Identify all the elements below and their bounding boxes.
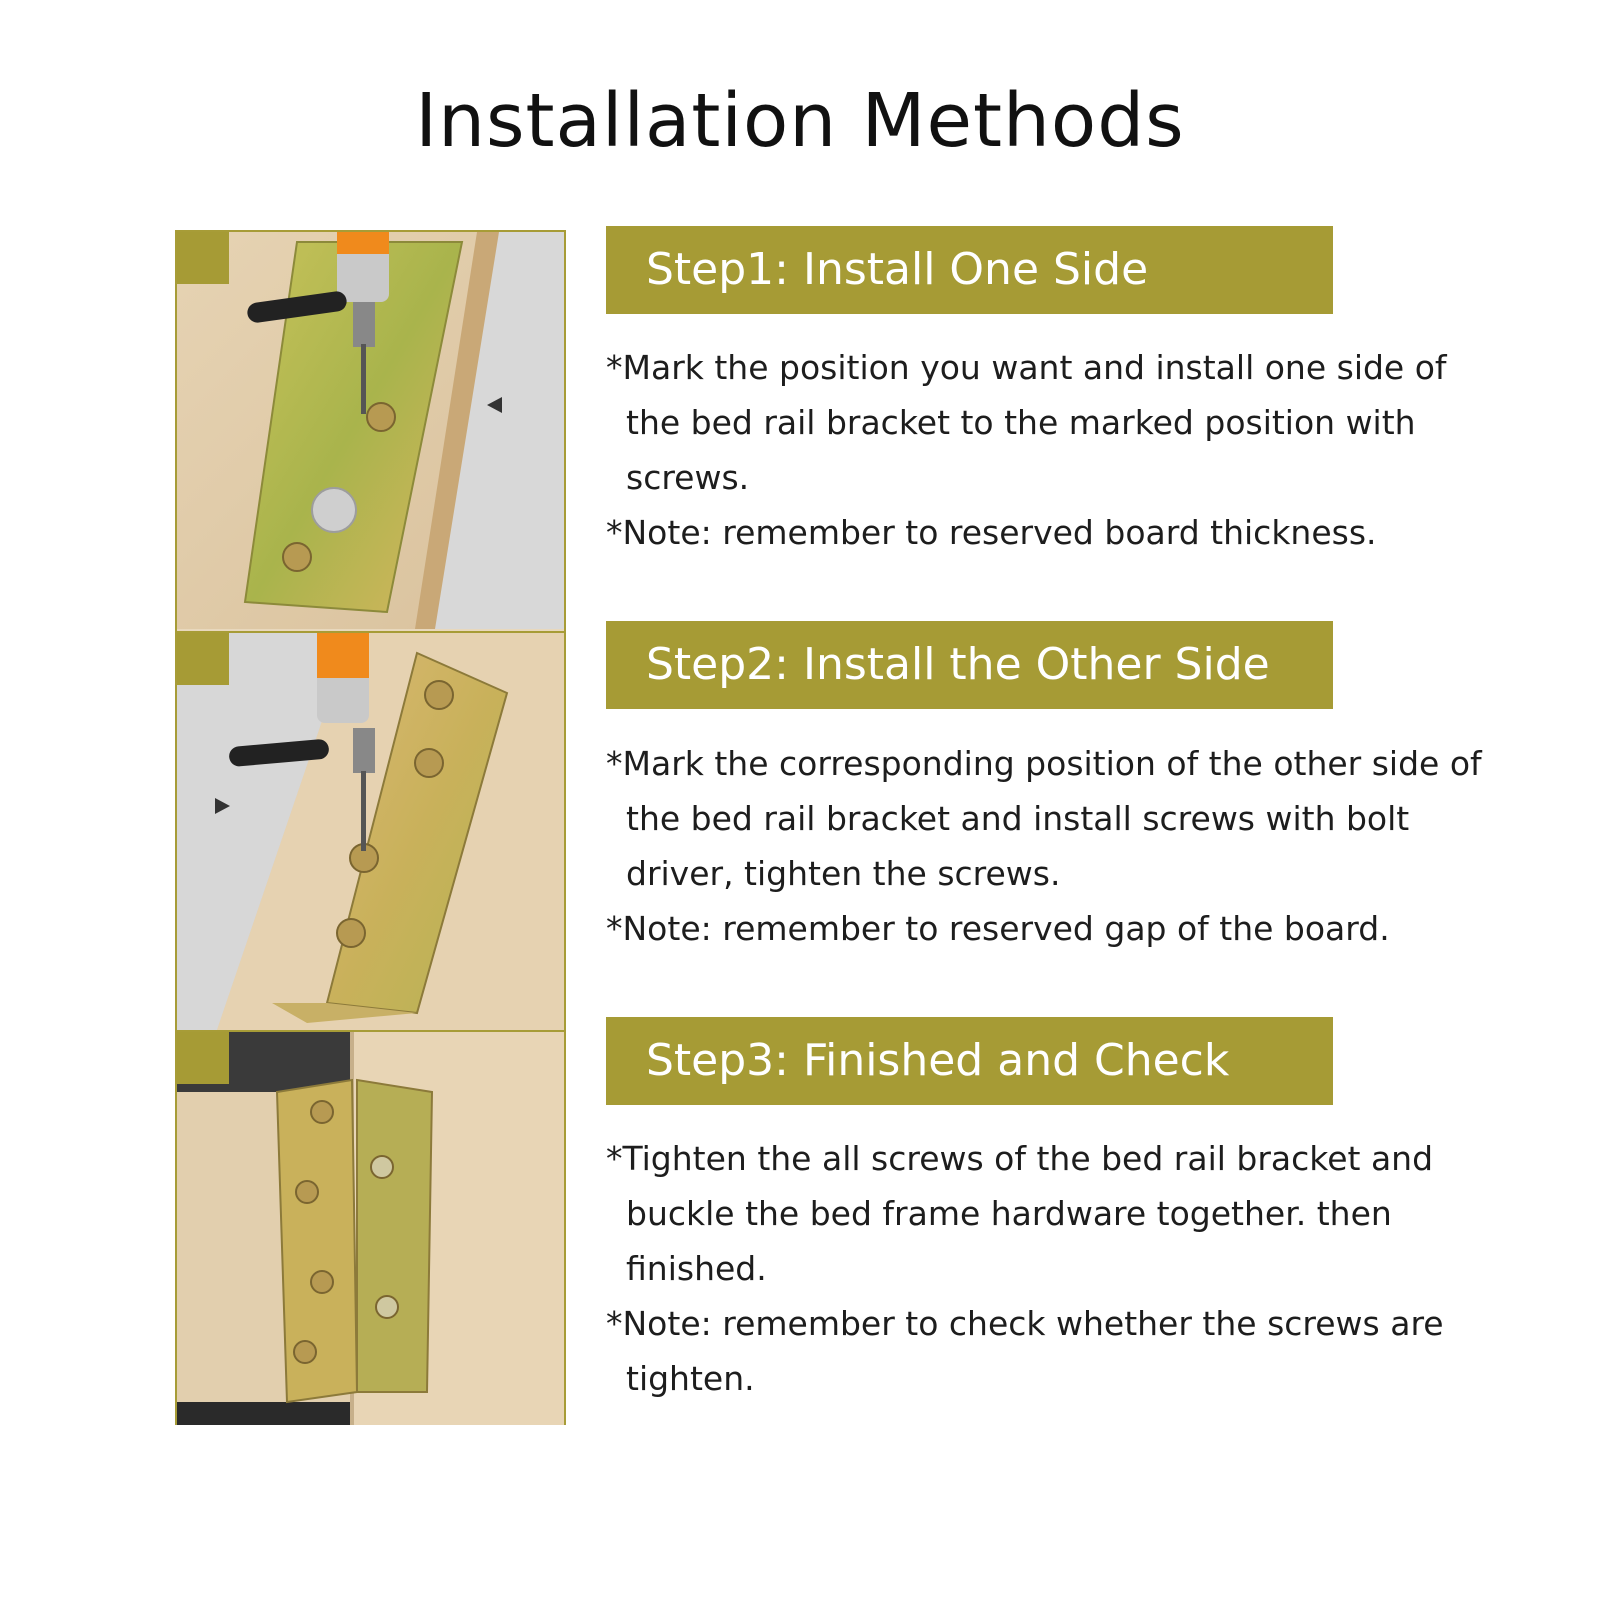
photo-column (175, 230, 566, 1425)
step1-note: *Note: remember to reserved board thickness. (606, 513, 1377, 552)
page-title: Installation Methods (415, 78, 1185, 164)
step3-heading: Step3: Finished and Check (646, 1035, 1230, 1086)
accent-square (177, 1032, 229, 1084)
step3-note: *Note: remember to check whether the screws are tighten. (606, 1304, 1444, 1398)
step2-instruction: *Mark the corresponding position of the other side of the bed rail bracket and install screws with bolt driver, tighten the screws. (606, 744, 1482, 893)
step1-header (606, 226, 1333, 314)
step1-description (606, 340, 1511, 560)
step2-note: *Note: remember to reserved gap of the board. (606, 909, 1390, 948)
step2-photo (177, 631, 564, 1030)
step2-heading: Step2: Install the Other Side (646, 639, 1270, 690)
step3-instruction: *Tighten the all screws of the bed rail bracket and buckle the bed frame hardware together. then finished. (606, 1139, 1434, 1288)
step3-header (606, 1017, 1333, 1105)
step1-heading: Step1: Install One Side (646, 244, 1149, 295)
step1-photo (177, 232, 564, 629)
accent-square (177, 232, 229, 284)
step2-header (606, 621, 1333, 709)
step1-instruction: *Mark the position you want and install one side of the bed rail bracket to the marked position with screws. (606, 348, 1447, 497)
step3-description (606, 1131, 1511, 1406)
accent-square (177, 633, 229, 685)
step2-description (606, 736, 1511, 956)
step3-photo (177, 1030, 564, 1425)
